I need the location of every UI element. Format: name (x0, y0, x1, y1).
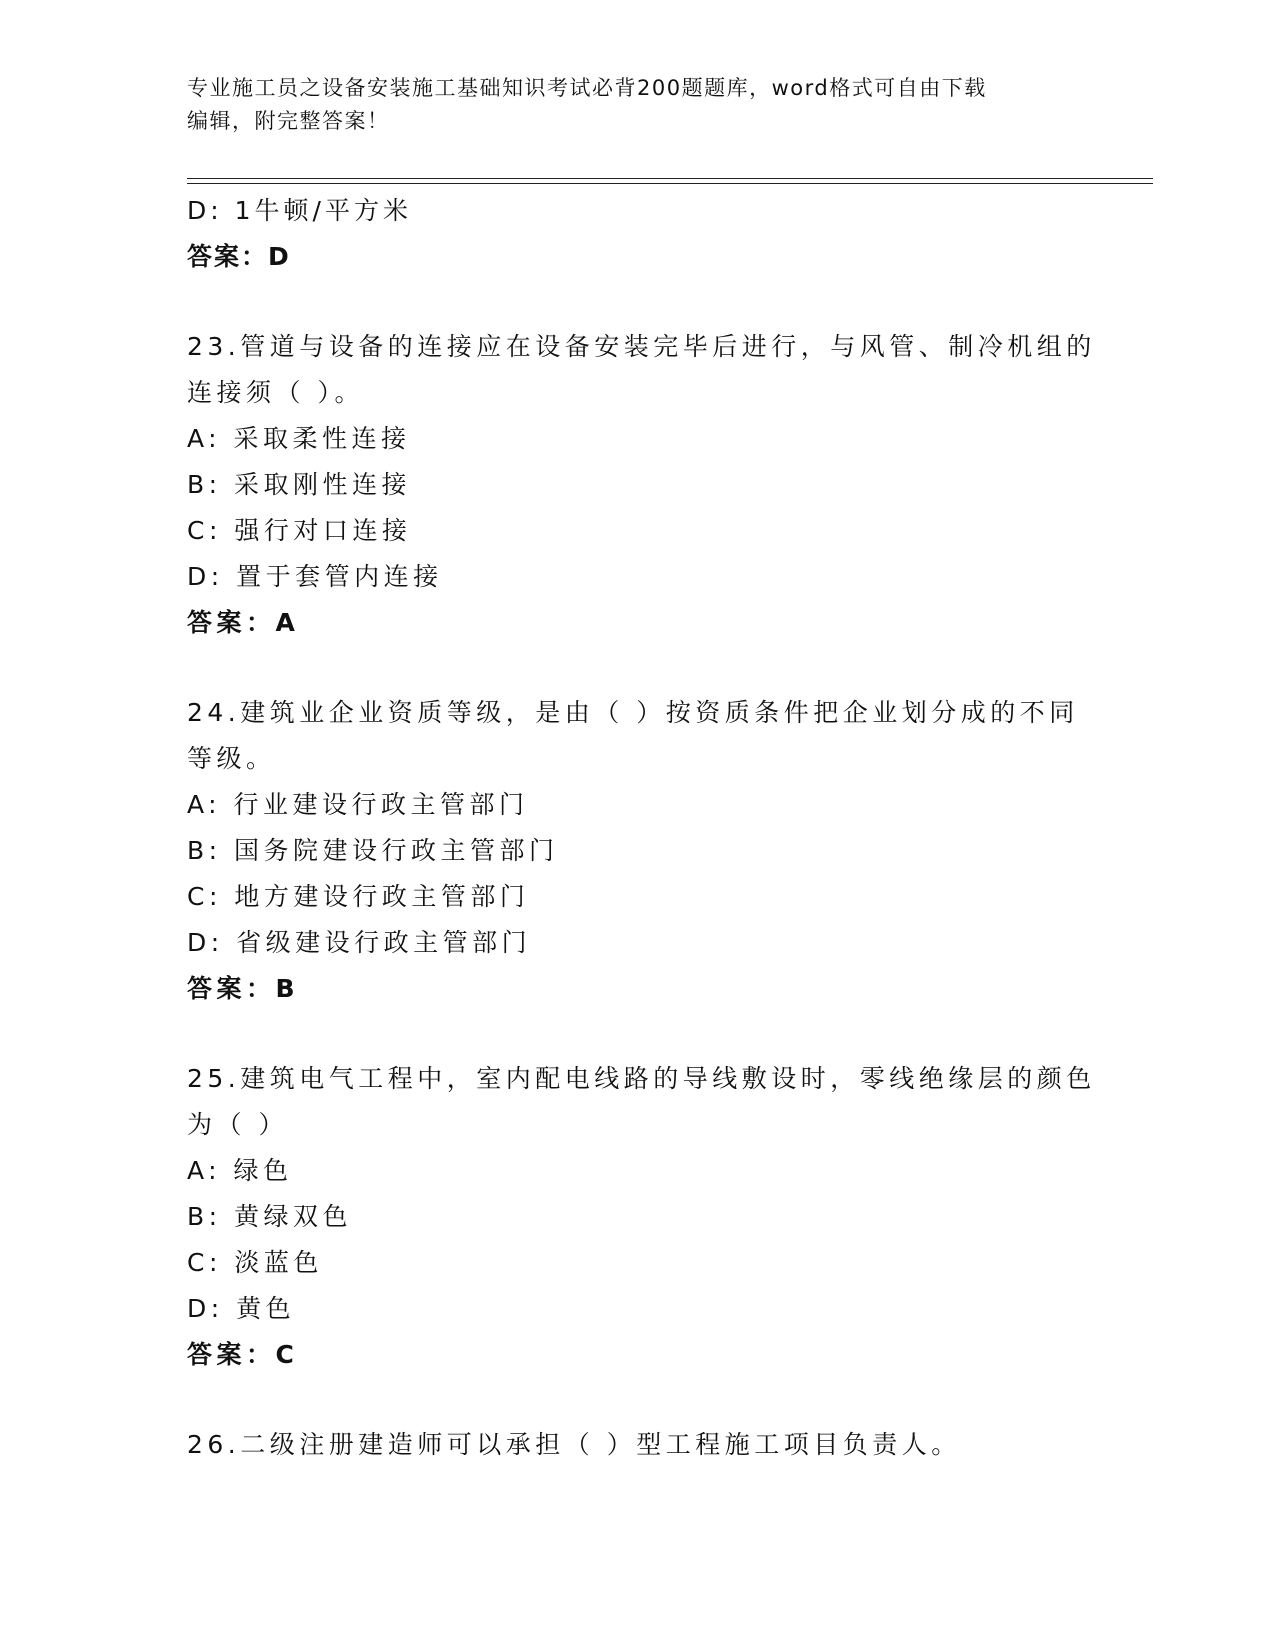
option-a: A: 行业建设行政主管部门 (187, 790, 529, 819)
question-stem-cont: 连接须（ ）。 (187, 378, 364, 407)
option-c: C: 强行对口连接 (187, 516, 412, 545)
header-divider-top (187, 178, 1153, 179)
option-d: D: 省级建设行政主管部门 (187, 928, 532, 957)
header-divider-bottom (187, 183, 1153, 184)
document-header (187, 72, 1087, 138)
header-line-1: 专业施工员之设备安装施工基础知识考试必背200题题库，word格式可自由下载 (187, 76, 987, 100)
question-24 (187, 690, 1087, 1012)
question-23 (187, 324, 1096, 646)
question-25 (187, 1056, 1096, 1378)
question-stem: 26.二级注册建造师可以承担（ ）型工程施工项目负责人。 (187, 1430, 961, 1459)
spacer (187, 280, 1087, 324)
answer-line: 答案：D (187, 242, 291, 271)
answer-line: 答案：A (187, 608, 300, 637)
option-b: B: 采取刚性连接 (187, 470, 412, 499)
option-a: A: 采取柔性连接 (187, 424, 411, 453)
question-26 (187, 1422, 1087, 1468)
option-c: C: 地方建设行政主管部门 (187, 882, 530, 911)
question-stem: 23.管道与设备的连接应在设备安装完毕后进行，与风管、制冷机组的 (187, 332, 1096, 361)
option-b: B: 黄绿双色 (187, 1202, 353, 1231)
question-stem: 25.建筑电气工程中，室内配电线路的导线敷设时，零线绝缘层的颜色 (187, 1064, 1096, 1093)
question-stem-cont: 等级。 (187, 744, 276, 773)
option-d: D: 黄色 (187, 1294, 296, 1323)
option-a: A: 绿色 (187, 1156, 293, 1185)
option-d: D: 1牛顿/平方米 (187, 196, 412, 225)
spacer (187, 646, 1087, 690)
question-stem-cont: 为（ ） (187, 1110, 288, 1139)
option-d: D: 置于套管内连接 (187, 562, 443, 591)
option-c: C: 淡蓝色 (187, 1248, 323, 1277)
question-stem: 24.建筑业企业资质等级，是由（ ）按资质条件把企业划分成的不同 (187, 698, 1079, 727)
document-body (187, 188, 1096, 1468)
spacer (187, 1012, 1087, 1056)
answer-line: 答案：B (187, 974, 300, 1003)
header-line-2: 编辑，附完整答案！ (187, 109, 390, 133)
option-b: B: 国务院建设行政主管部门 (187, 836, 559, 865)
answer-line: 答案：C (187, 1340, 299, 1369)
previous-question-tail (187, 188, 1087, 280)
spacer (187, 1378, 1087, 1422)
